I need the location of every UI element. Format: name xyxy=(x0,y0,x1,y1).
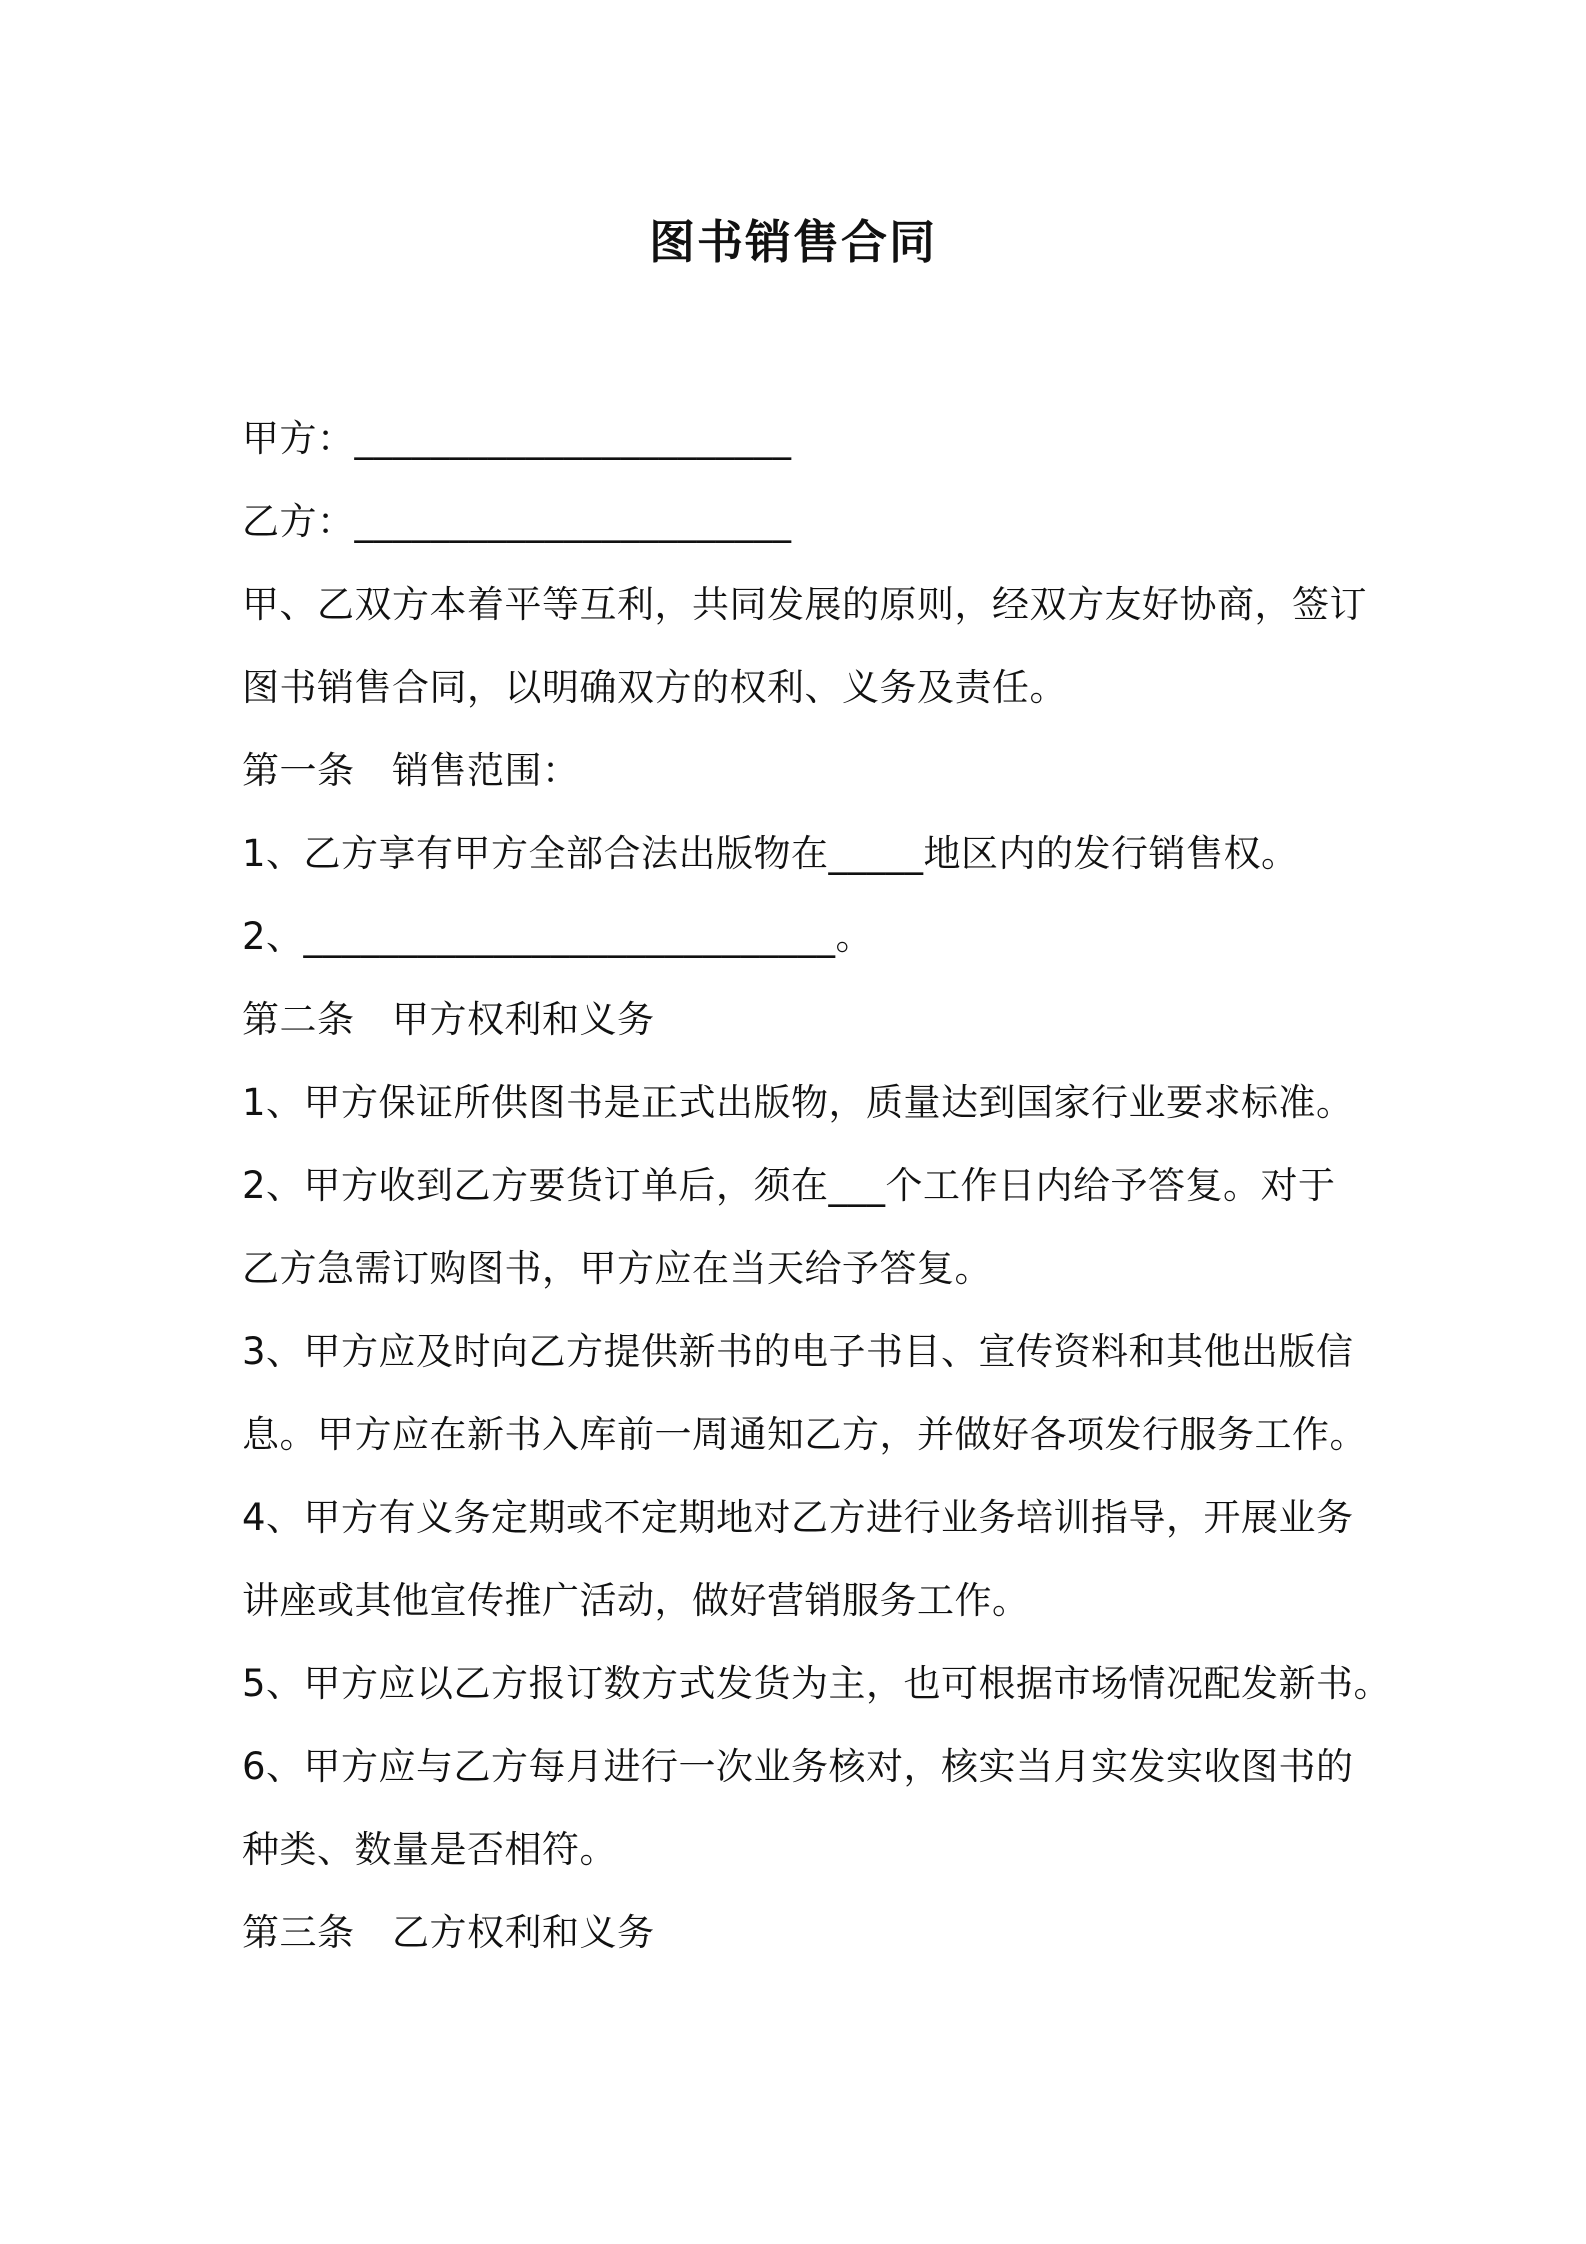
preamble-line-2: 图书销售合同，以明确双方的权利、义务及责任。 xyxy=(242,666,1067,709)
article-2-item-2-line-2: 乙方急需订购图书，甲方应在当天给予答复。 xyxy=(242,1247,992,1290)
article-3-heading: 第三条 乙方权利和义务 xyxy=(242,1911,655,1954)
article-2-item-3-line-2: 息。甲方应在新书入库前一周通知乙方，并做好各项发行服务工作。 xyxy=(242,1413,1367,1456)
article-2-item-6-line-1: 6、甲方应与乙方每月进行一次业务核对，核实当月实发实收图书的 xyxy=(242,1745,1354,1788)
article-2-item-3-line-1: 3、甲方应及时向乙方提供新书的电子书目、宣传资料和其他出版信 xyxy=(242,1330,1354,1373)
document-title: 图书销售合同 xyxy=(649,215,937,269)
article-1-heading: 第一条 销售范围： xyxy=(242,749,580,792)
article-2-item-1: 1、甲方保证所供图书是正式出版物，质量达到国家行业要求标准。 xyxy=(242,1081,1354,1124)
article-2-item-2-line-1: 2、甲方收到乙方要货订单后，须在___个工作日内给予答复。对于 xyxy=(242,1164,1336,1207)
article-1-item-2: 2、____________________________。 xyxy=(242,915,874,958)
party-a-line: 甲方：_______________________ xyxy=(242,417,792,460)
article-2-item-4-line-1: 4、甲方有义务定期或不定期地对乙方进行业务培训指导，开展业务 xyxy=(242,1496,1354,1539)
article-2-heading: 第二条 甲方权利和义务 xyxy=(242,998,655,1041)
party-b-line: 乙方：_______________________ xyxy=(242,500,792,543)
article-2-item-6-line-2: 种类、数量是否相符。 xyxy=(242,1828,617,1871)
article-1-item-1: 1、乙方享有甲方全部合法出版物在_____地区内的发行销售权。 xyxy=(242,832,1299,875)
article-2-item-4-line-2: 讲座或其他宣传推广活动，做好营销服务工作。 xyxy=(242,1579,1030,1622)
preamble-line-1: 甲、乙双方本着平等互利，共同发展的原则，经双方友好协商，签订 xyxy=(242,583,1367,626)
article-2-item-5: 5、甲方应以乙方报订数方式发货为主，也可根据市场情况配发新书。 xyxy=(242,1662,1392,1705)
